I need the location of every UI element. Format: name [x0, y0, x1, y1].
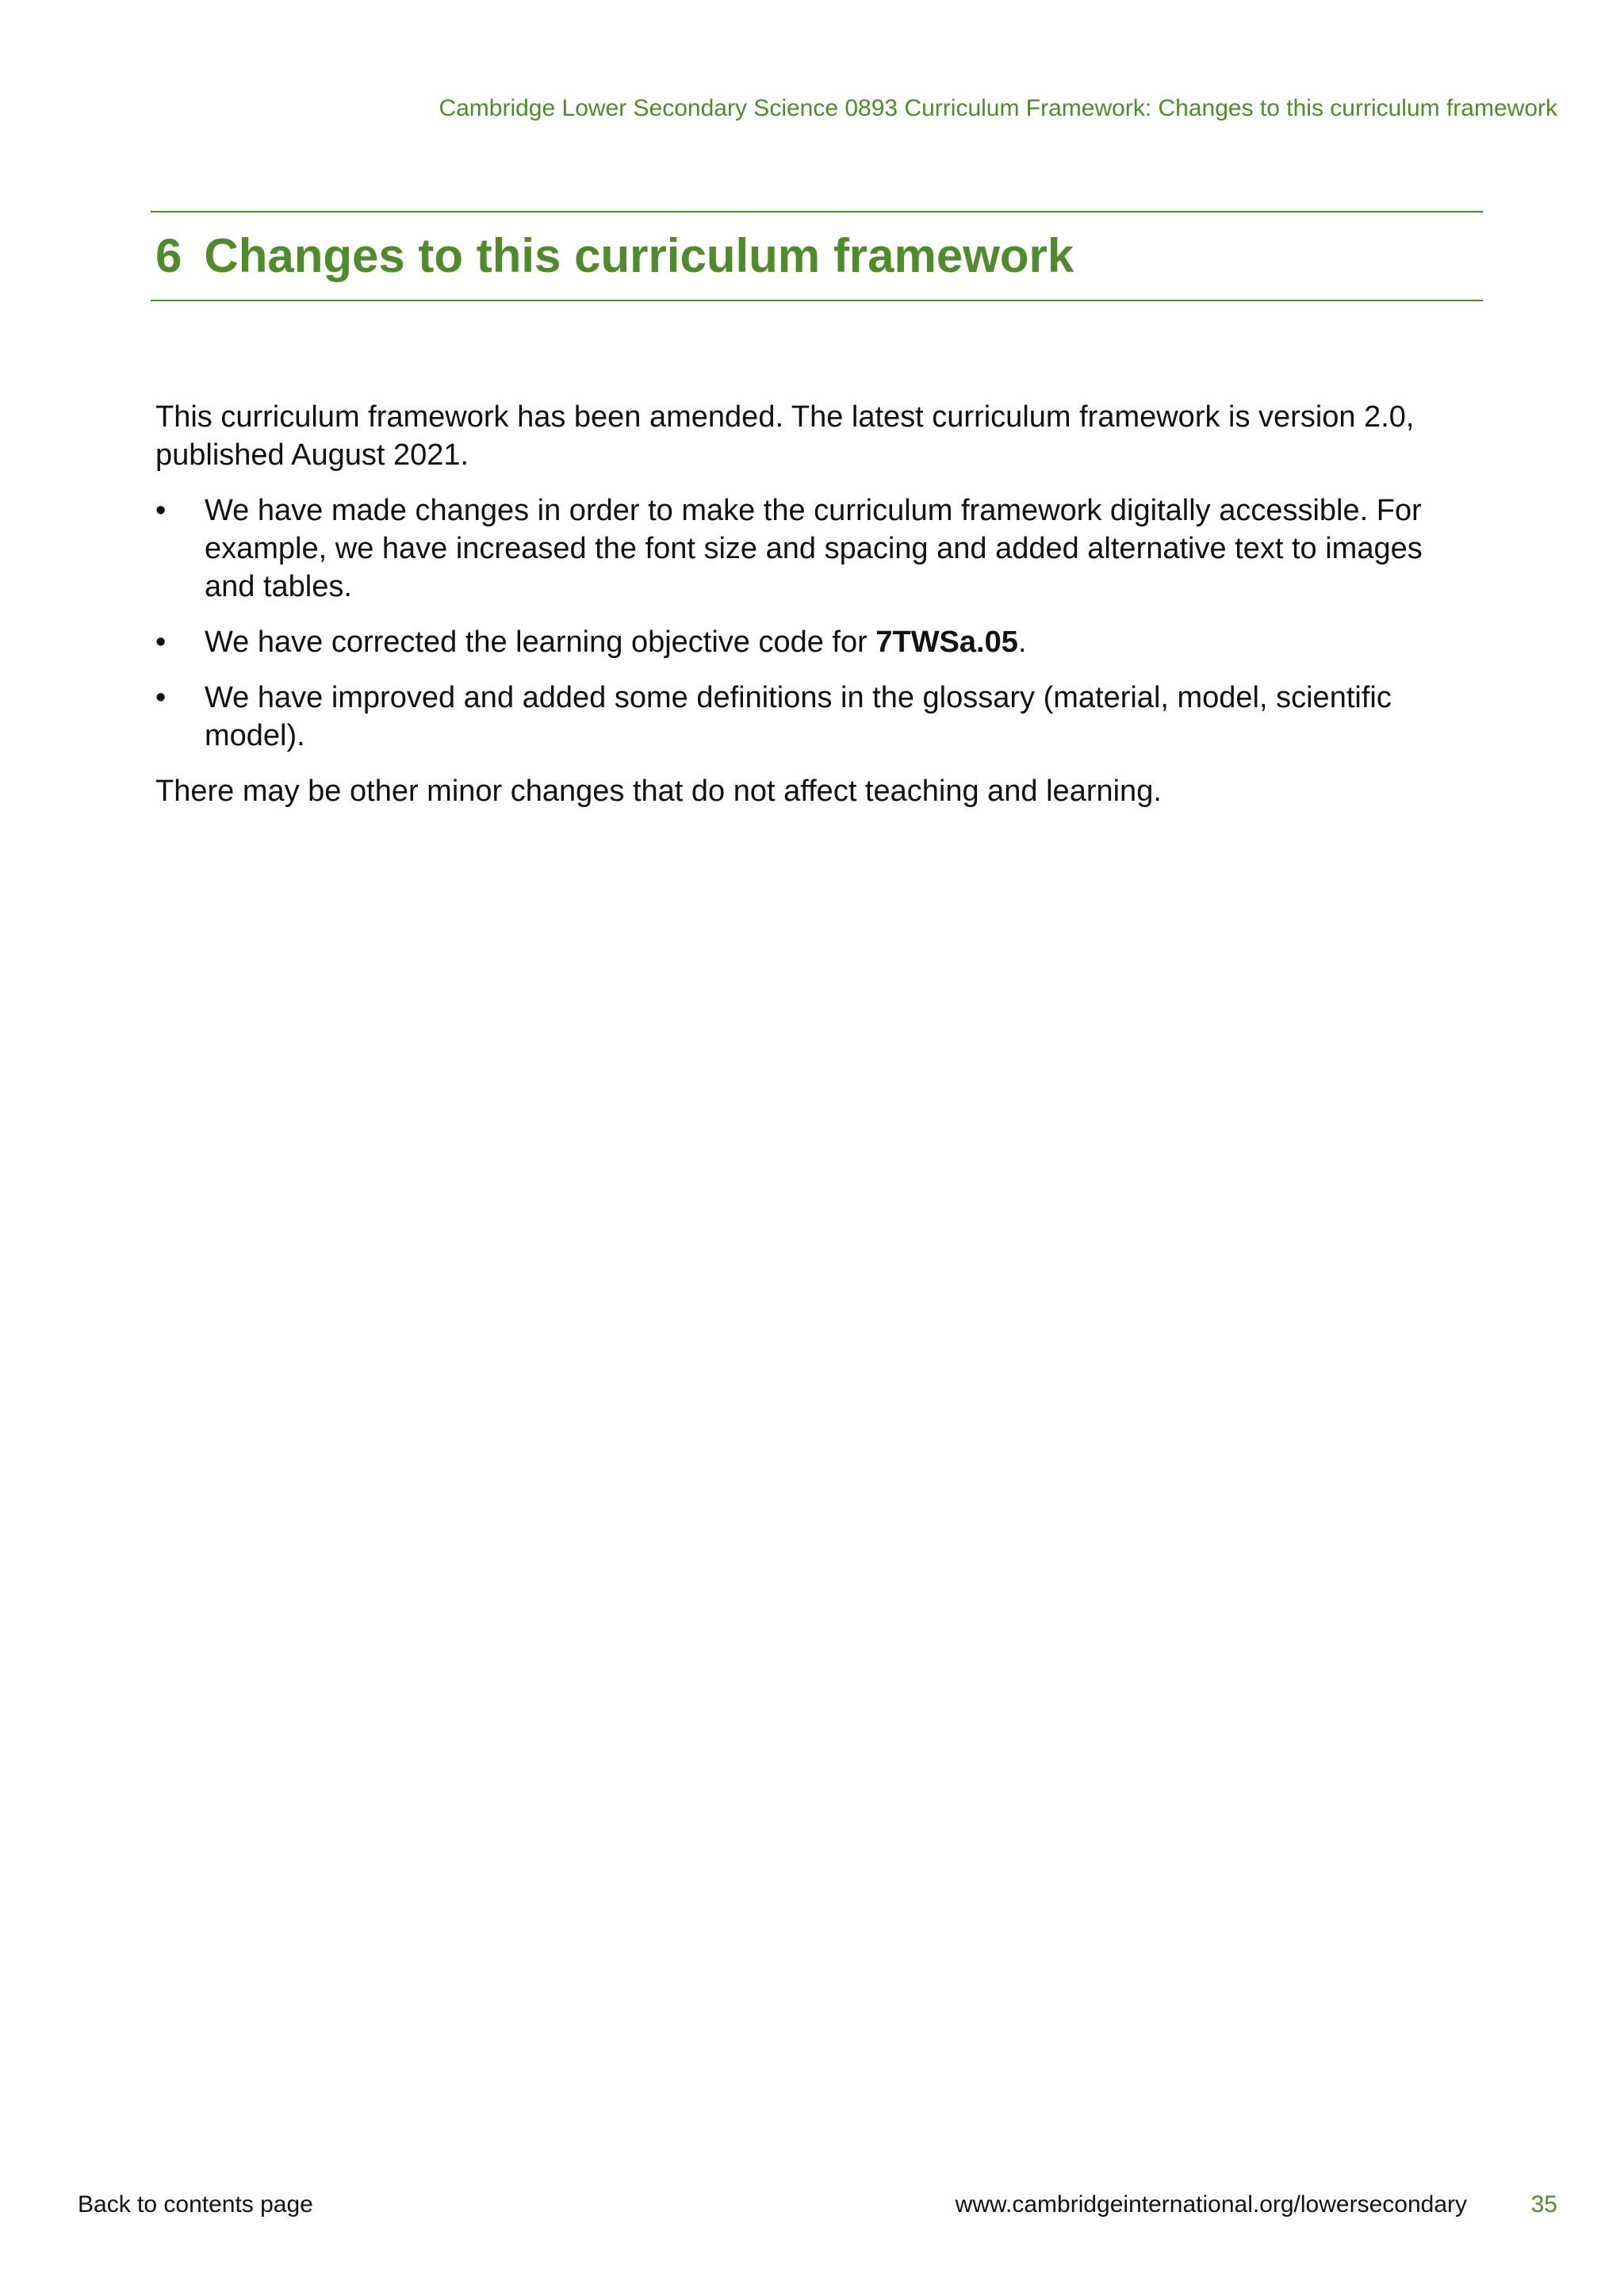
bullet-icon: • [155, 626, 167, 659]
list-item-text-end: . [1017, 626, 1027, 659]
title-rule-top [151, 211, 1483, 212]
running-header: Cambridge Lower Secondary Science 0893 Curriculum Framework: Changes to this curriculum framework [439, 95, 1557, 121]
section-title [155, 228, 1074, 283]
changes-list [155, 492, 1472, 755]
title-rule-bottom [151, 300, 1483, 301]
list-item-text: We have made changes in order to make the curriculum framework digitally accessible. For example, we have increased the font size and spacing and added alternative text to images and tables. [205, 494, 1423, 603]
list-item [155, 679, 1472, 755]
list-item-text: We have improved and added some definitions in the glossary (material, model, scientific model). [205, 681, 1392, 752]
section-number: 6 [155, 229, 182, 282]
bullet-icon: • [155, 681, 167, 714]
footer-url-link[interactable]: www.cambridgeinternational.org/lowersecondary [955, 2191, 1467, 2218]
bullet-icon: • [155, 494, 167, 527]
back-to-contents-link[interactable]: Back to contents page [78, 2191, 313, 2218]
list-item-text: We have corrected the learning objective code for [205, 626, 876, 659]
closing-paragraph: There may be other minor changes that do not affect teaching and learning. [155, 775, 1162, 808]
body-content [155, 398, 1472, 810]
learning-objective-code: 7TWSa.05 [875, 626, 1018, 659]
intro-paragraph: This curriculum framework has been amended. The latest curriculum framework is version 2.0, published August 2021. [155, 400, 1415, 472]
page-number: 35 [1530, 2191, 1557, 2218]
section-title-text: Changes to this curriculum framework [204, 229, 1074, 282]
list-item [155, 623, 1472, 661]
list-item [155, 492, 1472, 606]
